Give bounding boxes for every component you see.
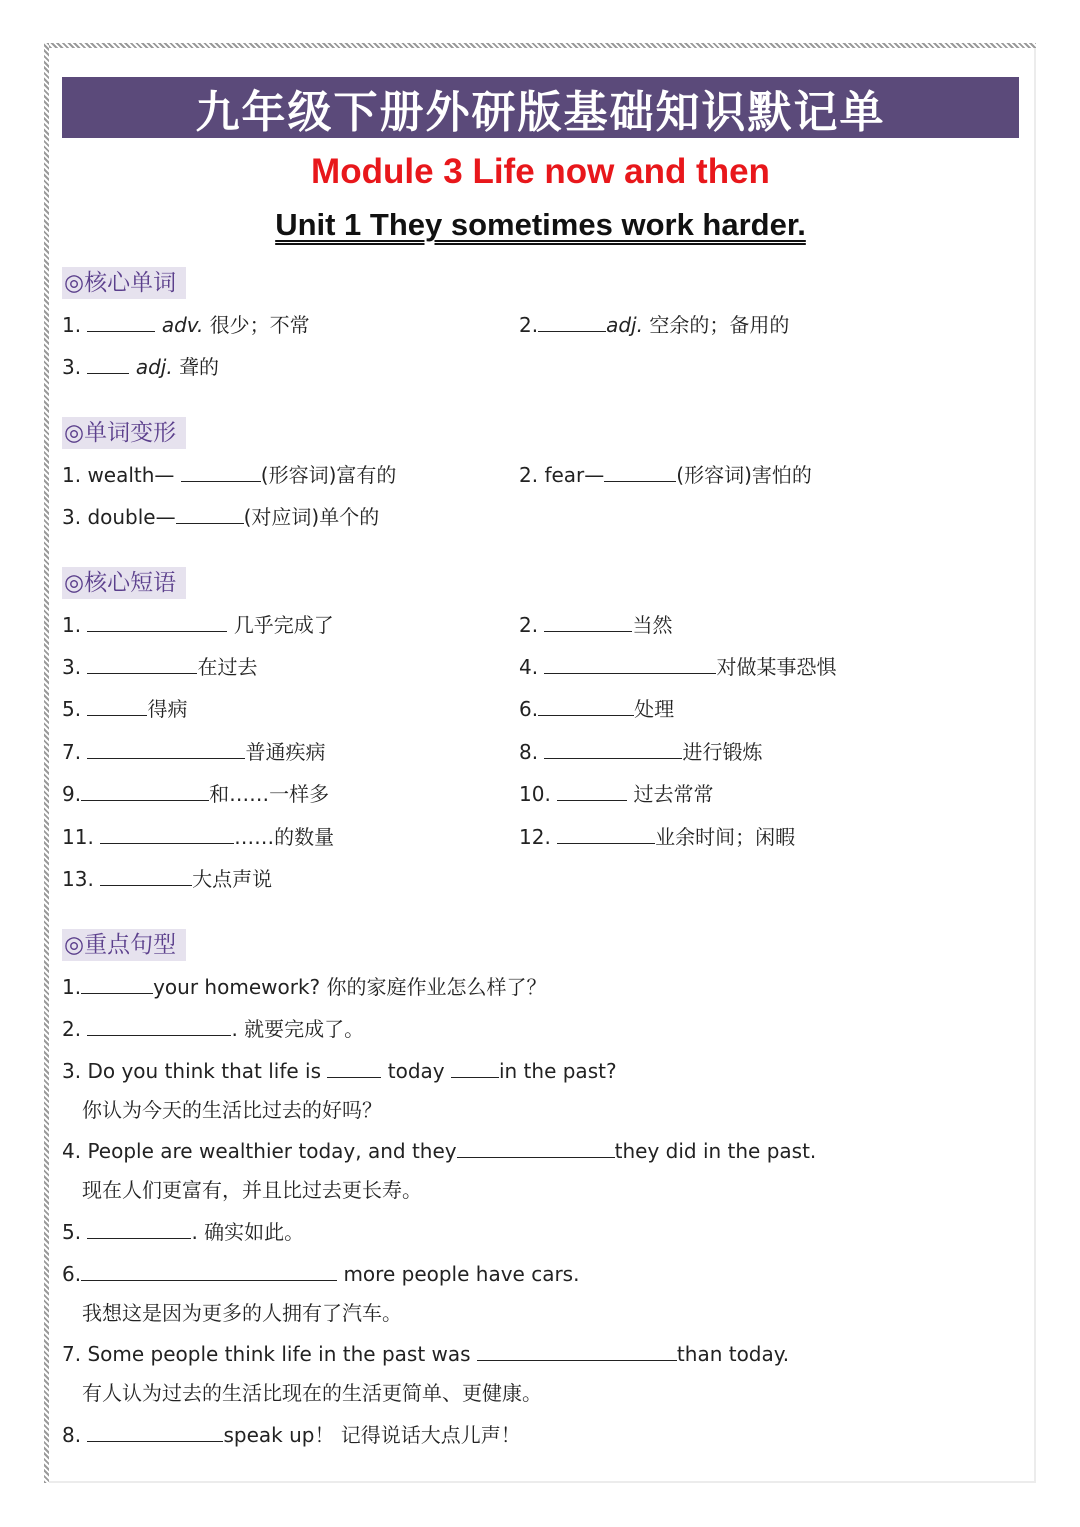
sentence-item: [62, 1340, 789, 1368]
answer-blank[interactable]: [87, 695, 147, 716]
phrase-meaning: 处理: [634, 697, 675, 721]
phrase-item: [62, 738, 325, 766]
item-number: 10.: [519, 782, 551, 806]
unit-title-wrap: [62, 207, 1019, 243]
section-heading-core-words: ◎核心单词: [62, 267, 186, 299]
word-item: [62, 311, 310, 339]
banner-title: 九年级下册外研版基础知识默记单: [195, 86, 886, 138]
item-number: 6.: [519, 697, 539, 721]
sentence-text: People are wealthier today, and they: [87, 1139, 457, 1163]
item-number: 8.: [519, 740, 539, 764]
answer-blank[interactable]: [181, 461, 261, 482]
word-form-hint: (形容词)害怕的: [676, 463, 812, 487]
sentence-item: [62, 1137, 816, 1165]
answer-blank[interactable]: [557, 823, 655, 844]
sentence-item: [62, 1421, 521, 1449]
item-number: 2.: [519, 613, 539, 637]
answer-blank[interactable]: [604, 461, 676, 482]
item-number: 1.: [62, 613, 82, 637]
answer-blank[interactable]: [451, 1057, 499, 1078]
sentence-text: than today.: [676, 1342, 790, 1366]
answer-blank[interactable]: [538, 311, 606, 332]
sentence-text: in the past?: [498, 1059, 617, 1083]
answer-blank[interactable]: [87, 1421, 223, 1442]
item-number: 12.: [519, 825, 551, 849]
page-border-left: [44, 43, 49, 1483]
part-of-speech: adj.: [606, 313, 643, 337]
word-form-hint: (形容词)富有的: [260, 463, 397, 487]
phrase-meaning: 进行锻炼: [682, 740, 763, 764]
answer-blank[interactable]: [100, 823, 234, 844]
phrase-item: [519, 738, 762, 766]
phrase-meaning: 当然: [632, 613, 673, 637]
sentence-text: they did in the past.: [614, 1139, 817, 1163]
answer-blank[interactable]: [87, 1218, 191, 1239]
phrase-item: [62, 653, 257, 681]
item-number: 6.: [62, 1262, 82, 1286]
item-number: 7.: [62, 740, 82, 764]
sentence-text: Some people think life in the past was: [87, 1342, 471, 1366]
phrase-meaning: 大点声说: [192, 867, 273, 891]
page-border-top: [44, 43, 1036, 48]
item-number: 2.: [62, 1017, 82, 1041]
part-of-speech: adv.: [161, 313, 204, 337]
section-heading-phrases: ◎核心短语: [62, 567, 186, 599]
answer-blank[interactable]: [87, 353, 129, 374]
word-form-item: [62, 461, 396, 489]
answer-blank[interactable]: [544, 738, 682, 759]
word-meaning: 空余的；备用的: [649, 313, 790, 337]
phrase-item: [519, 611, 672, 639]
answer-blank[interactable]: [100, 865, 192, 886]
item-number: 3.: [62, 1059, 82, 1083]
section-heading-word-forms: ◎单词变形: [62, 417, 186, 449]
phrase-meaning: 和……一样多: [209, 782, 330, 806]
phrase-item: [519, 653, 836, 681]
answer-blank[interactable]: [544, 653, 716, 674]
phrase-meaning: 过去常常: [633, 782, 714, 806]
phrase-meaning: 在过去: [197, 655, 258, 679]
item-number: 7.: [62, 1342, 82, 1366]
word-form-item: [519, 461, 812, 489]
word-form-prefix: 2. fear—: [519, 463, 605, 487]
item-number: 1.: [62, 975, 82, 999]
sentence-item: [62, 973, 547, 1001]
page-border-right: [1034, 48, 1036, 1483]
answer-blank[interactable]: [87, 611, 227, 632]
answer-blank[interactable]: [87, 738, 245, 759]
sentence-text: . 就要完成了。: [231, 1017, 365, 1041]
item-number: 3.: [62, 355, 82, 379]
answer-blank[interactable]: [87, 311, 155, 332]
word-form-hint: (对应词)单个的: [243, 505, 380, 529]
phrase-item: [62, 695, 187, 723]
item-number: 1.: [62, 313, 82, 337]
sentence-text: Do you think that life is: [87, 1059, 322, 1083]
sentence-item: [62, 1218, 304, 1246]
phrase-item: [519, 780, 714, 808]
word-meaning: 聋的: [179, 355, 220, 379]
word-item: [62, 353, 219, 381]
word-item: [519, 311, 789, 339]
module-title: Module 3 Life now and then: [311, 152, 770, 191]
sentence-translation: 你认为今天的生活比过去的好吗？: [82, 1098, 382, 1122]
phrase-meaning: ……的数量: [234, 825, 335, 849]
phrase-meaning: 得病: [147, 697, 188, 721]
word-form-prefix: 3. double—: [62, 505, 176, 529]
answer-blank[interactable]: [87, 1015, 231, 1036]
phrase-item: [62, 611, 334, 639]
item-number: 2.: [519, 313, 539, 337]
sentence-text: today: [387, 1059, 445, 1083]
answer-blank[interactable]: [81, 780, 209, 801]
title-banner: [62, 77, 1019, 138]
section-heading-sentences: ◎重点句型: [62, 929, 186, 961]
word-meaning: 很少；不常: [209, 313, 310, 337]
item-number: 3.: [62, 655, 82, 679]
item-number: 11.: [62, 825, 94, 849]
answer-blank[interactable]: [457, 1137, 615, 1158]
sentence-text: your homework? 你的家庭作业怎么样了？: [153, 975, 547, 999]
sentence-translation: 有人认为过去的生活比现在的生活更简单、更健康。: [82, 1381, 542, 1405]
phrase-item: [519, 695, 674, 723]
item-number: 8.: [62, 1423, 82, 1447]
phrase-item: [62, 865, 272, 893]
item-number: 4.: [62, 1139, 82, 1163]
answer-blank[interactable]: [538, 695, 634, 716]
phrase-meaning: 几乎完成了: [233, 613, 334, 637]
unit-title: Unit 1 They sometimes work harder.: [275, 207, 806, 242]
part-of-speech: adj.: [135, 355, 173, 379]
word-form-item: [62, 503, 379, 531]
phrase-item: [62, 780, 329, 808]
page-border-bottom: [49, 1481, 1036, 1483]
word-form-prefix: 1. wealth—: [62, 463, 175, 487]
phrase-item: [519, 823, 795, 851]
sentence-translation: 我想这是因为更多的人拥有了汽车。: [82, 1301, 402, 1325]
phrase-item: [62, 823, 334, 851]
item-number: 9.: [62, 782, 82, 806]
sentence-item: [62, 1015, 364, 1043]
sentence-text: more people have cars.: [343, 1262, 580, 1286]
answer-blank[interactable]: [81, 973, 153, 994]
answer-blank[interactable]: [557, 780, 627, 801]
sentence-item: [62, 1260, 579, 1288]
sentence-text: speak up！ 记得说话大点儿声！: [223, 1423, 521, 1447]
item-number: 5.: [62, 1220, 82, 1244]
phrase-meaning: 业余时间；闲暇: [655, 825, 796, 849]
sentence-item: [62, 1057, 617, 1085]
answer-blank[interactable]: [477, 1340, 677, 1361]
phrase-meaning: 对做某事恐惧: [716, 655, 837, 679]
answer-blank[interactable]: [87, 653, 197, 674]
answer-blank[interactable]: [327, 1057, 381, 1078]
item-number: 13.: [62, 867, 94, 891]
phrase-meaning: 普通疾病: [245, 740, 326, 764]
answer-blank[interactable]: [544, 611, 632, 632]
sentence-translation: 现在人们更富有，并且比过去更长寿。: [82, 1178, 422, 1202]
answer-blank[interactable]: [176, 503, 244, 524]
item-number: 5.: [62, 697, 82, 721]
answer-blank[interactable]: [81, 1260, 337, 1281]
sentence-text: . 确实如此。: [191, 1220, 305, 1244]
item-number: 4.: [519, 655, 539, 679]
